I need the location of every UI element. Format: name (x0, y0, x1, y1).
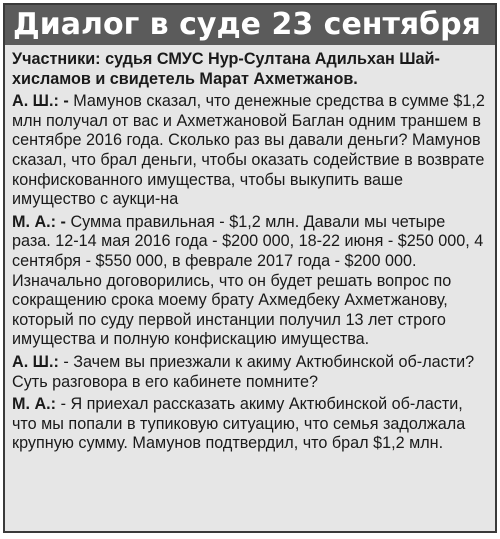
dialogue-body (5, 45, 495, 454)
dialogue-text: - Зачем вы приезжали к акиму Актюбинской об-ласти? Суть разговора в его кабинете помните? (12, 352, 475, 391)
speaker-label: А. Ш.: - (12, 92, 69, 111)
speaker-label: М. А.: - (12, 212, 66, 231)
dialogue-entry (12, 92, 487, 210)
dialogue-text: Сумма правильная - $1,2 млн. Давали мы четыре раза. 12-14 мая 2016 года - $200 000, 18-22 июня - $250 000, 4 сентября - $550 000, в феврале 2017 года - $200 000. Изначально договорились, что он будет решать вопрос по сокращению срока моему брату Ахмедбеку Ахметжанову, который по суду первой инстанции получил 13 лет строго имущества и полную конфискацию имущества. (12, 212, 484, 349)
dialogue-entry (12, 213, 487, 350)
participants-line: Участники: судья СМУС Нур-Султана Адильхан Шай-хисламов и свидетель Марат Ахметжанов. (12, 50, 440, 88)
dialogue-entry (12, 353, 487, 392)
speaker-label: А. Ш.: (12, 352, 59, 371)
title-bar (5, 5, 495, 45)
dialogue-text: - Я приехал рассказать акиму Актюбинской об-ласти, что мы попали в тупиковую ситуацию, что семья задолжала крупную сумму. Мамунов подтвердил, что брал $1,2 млн. (12, 395, 466, 453)
dialogue-text: Мамунов сказал, что денежные средства в сумме $1,2 млн получал от вас и Ахметжановой Баглан одним траншем в сентябре 2016 года. Сколько раз вы давали деньги? Мамунов сказал, что брал деньги, чтобы оказать содействие в возврате конфискованного имущества, чтобы выкупить ваше имущество с аукци-на (12, 92, 485, 209)
speaker-label: М. А.: (12, 395, 57, 414)
article-sidebar-box (3, 3, 497, 533)
dialogue-entry (12, 395, 487, 454)
page-title: Диалог в суде 23 сентября (13, 7, 481, 42)
